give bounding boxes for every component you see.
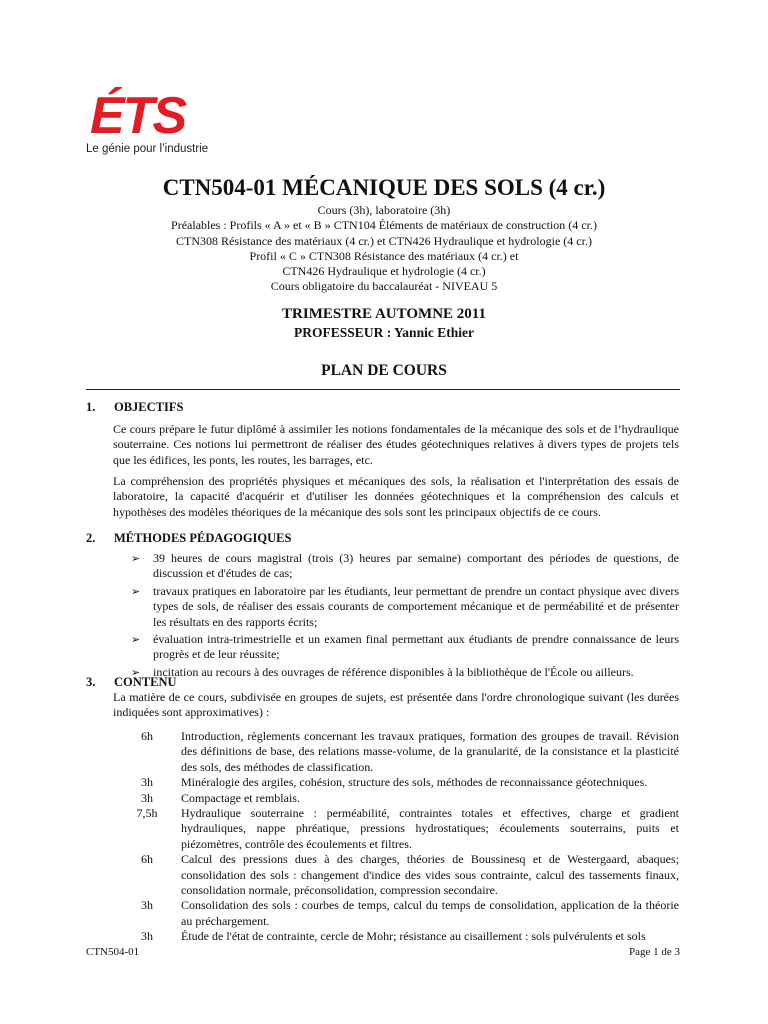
- logo-tagline: Le génie pour l’industrie: [86, 143, 209, 155]
- topic-duration: 3h: [141, 775, 153, 790]
- topic-description: Introduction, règlements concernant les travaux pratiques, formation des groupes de travail. Révision des définitions de base, des relations masse-volume, de la granularité, de la consistance et la plasticité des sols, des méthodes de classification.: [181, 729, 679, 774]
- list-item: [131, 584, 679, 630]
- topic-duration: 3h: [141, 790, 153, 805]
- topic-row: [113, 791, 679, 806]
- contenu-intro: La matière de ce cours, subdivisée en groupes de sujets, est présentée dans l'ordre chronologique suivant (les durées indiquées sont approximatives) :: [113, 690, 679, 720]
- methodes-list: [131, 551, 679, 682]
- topic-row: [113, 729, 679, 775]
- arrow-bullet-icon: ➢: [131, 665, 141, 679]
- arrow-bullet-icon: ➢: [131, 552, 141, 565]
- topic-row: [113, 852, 679, 898]
- section-number: 2.: [86, 531, 96, 545]
- course-details: [0, 203, 768, 295]
- section-title: MÉTHODES PÉDAGOGIQUES: [114, 531, 292, 545]
- footer-course-code: CTN504-01: [86, 946, 140, 958]
- arrow-bullet-icon: ➢: [131, 584, 141, 598]
- course-detail-line: CTN426 Hydraulique et hydrologie (4 cr.): [282, 264, 486, 279]
- term-heading: TRIMESTRE AUTOMNE 2011: [282, 306, 486, 322]
- section-heading-objectifs: [86, 400, 183, 415]
- list-item: [131, 632, 679, 663]
- topic-row: [113, 775, 679, 790]
- topic-duration: 6h: [141, 729, 153, 743]
- section-number: 1.: [86, 400, 96, 414]
- objectifs-paragraph-2: La compréhension des propriétés physiques et mécaniques des sols, la réalisation et l'interprétation des essais de laboratoire, la capacité d'acquérir et d'utiliser les données géotechniques et la compréhension des calculs et hypothèses des modèles théoriques de la mécanique des sols sont les principaux objectifs de ce cours.: [113, 474, 679, 519]
- course-title: CTN504-01 MÉCANIQUE DES SOLS (4 cr.): [162, 175, 606, 200]
- arrow-bullet-icon: ➢: [131, 633, 141, 647]
- section-title: OBJECTIFS: [114, 400, 184, 414]
- divider: [86, 389, 680, 390]
- section-title: CONTENU: [114, 675, 177, 689]
- topic-row: [113, 806, 679, 852]
- objectifs-paragraph-1: Ce cours prépare le futur diplômé à assimiler les notions fondamentales de la mécanique des sols et de l’hydraulique souterraine. Ces notions lui permettront de réaliser des études géotechniques relatives à divers types de projets tels que les édifices, les ponts, les routes, les barrages, etc.: [113, 422, 679, 467]
- list-item-text: travaux pratiques en laboratoire par les étudiants, leur permettant de prendre un contact physique avec divers types de sols, de réaliser des essais courants de comportement mécanique et de perméabilité et de présenter les résultats en des rapports écrits;: [153, 583, 679, 629]
- topic-description: Consolidation des sols : courbes de temps, calcul du temps de consolidation, application de la théorie au préchargement.: [181, 898, 679, 928]
- list-item: [131, 551, 679, 582]
- section-heading-methodes: [86, 531, 291, 546]
- svg-text:ÉTS: ÉTS: [90, 87, 186, 140]
- course-detail-line: Cours (3h), laboratoire (3h): [317, 203, 451, 217]
- topic-description: Étude de l'état de contrainte, cercle de Mohr; résistance au cisaillement : sols pulvérulents et sols: [181, 929, 646, 944]
- topic-row: [113, 929, 679, 944]
- course-detail-line: Profil « C » CTN308 Résistance des matériaux (4 cr.) et: [249, 248, 519, 263]
- list-item: [131, 665, 679, 680]
- section-number: 3.: [86, 675, 96, 689]
- topic-duration: 7,5h: [136, 806, 158, 821]
- topic-description: Minéralogie des argiles, cohésion, structure des sols, méthodes de reconnaissance géotechniques.: [181, 775, 648, 790]
- course-detail-line: Préalables : Profils « A » et « B » CTN104 Éléments de matériaux de construction (4 cr.): [171, 218, 597, 233]
- topic-duration: 3h: [141, 898, 153, 913]
- list-item-text: 39 heures de cours magistral (trois (3) heures par semaine) comportant des périodes de questions, de discussion et d'études de cas;: [153, 551, 679, 581]
- topic-description: Calcul des pressions dues à des charges, théories de Boussinesq et de Westergaard, abaques; consolidation des sols : changement d'indice des vides sous contrainte, calcul des tassements finaux, consolidation normale, préconsolidation, compression secondaire.: [181, 852, 679, 898]
- list-item-text: évaluation intra-trimestrielle et un examen final permettant aux étudiants de prendre connaissance de leurs progrès et de leur réussite;: [153, 632, 679, 662]
- topics-list: [113, 729, 679, 945]
- course-detail-line: CTN308 Résistance des matériaux (4 cr.) et CTN426 Hydraulique et hydrologie (4 cr.): [176, 233, 592, 248]
- list-item-text: incitation au recours à des ouvrages de référence disponibles à la bibliothèque de l'École ou ailleurs.: [153, 664, 634, 679]
- topic-duration: 3h: [141, 929, 153, 944]
- plan-heading: PLAN DE COURS: [321, 362, 447, 379]
- topic-description: Hydraulique souterraine : perméabilité, contraintes totales et effectives, charge et gradient hydrauliques, nappe phréatique, pressions hydrostatiques; écoulements souterrains, puits et piézomètres, contrôle des écoulements et filtres.: [181, 806, 679, 851]
- professor-heading: PROFESSEUR : Yannic Ethier: [294, 325, 474, 340]
- section-heading-contenu: [86, 675, 177, 690]
- topic-row: [113, 898, 679, 929]
- course-detail-line: Cours obligatoire du baccalauréat - NIVEAU 5: [270, 279, 498, 294]
- footer-page-number: Page 1 de 3: [628, 946, 680, 958]
- topic-description: Compactage et remblais.: [181, 790, 300, 805]
- topic-duration: 6h: [141, 852, 153, 867]
